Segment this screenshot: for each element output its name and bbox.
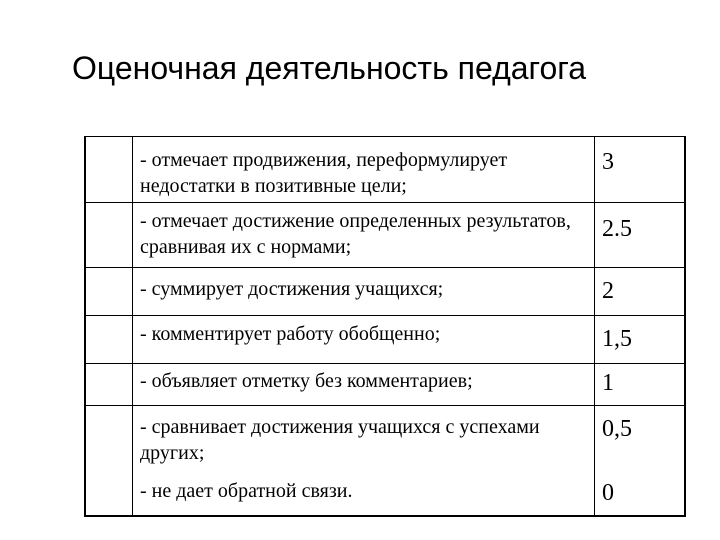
row-description: - отмечает достижение определенных результатов, сравнивая их с нормами; bbox=[140, 210, 571, 258]
table-row bbox=[86, 268, 684, 316]
row-score: 0,5 bbox=[602, 416, 632, 442]
row-description: - отмечает продвижения, переформулирует недостатки в позитивные цели; bbox=[140, 149, 508, 197]
row-description: - объявляет отметку без комментариев; bbox=[140, 370, 473, 392]
table-row bbox=[86, 474, 684, 516]
table-row bbox=[86, 137, 684, 203]
evaluation-table bbox=[84, 136, 686, 517]
row-description: - не дает обратной связи. bbox=[140, 480, 353, 502]
row-score: 2.5 bbox=[602, 216, 632, 242]
table-row bbox=[86, 364, 684, 406]
row-description: - сравнивает достижения учащихся с успехами других; bbox=[140, 416, 540, 464]
row-description: - комментирует работу обобщенно; bbox=[140, 323, 441, 345]
table-row bbox=[86, 406, 684, 474]
row-score: 0 bbox=[602, 480, 614, 506]
row-score: 3 bbox=[602, 149, 614, 175]
slide-title: Оценочная деятельность педагога bbox=[72, 50, 587, 86]
row-score: 1,5 bbox=[602, 326, 632, 352]
table-row bbox=[86, 203, 684, 268]
row-score: 1 bbox=[602, 370, 614, 396]
row-description: - суммирует достижения учащихся; bbox=[140, 278, 444, 300]
row-score: 2 bbox=[602, 278, 614, 304]
table-row bbox=[86, 316, 684, 364]
